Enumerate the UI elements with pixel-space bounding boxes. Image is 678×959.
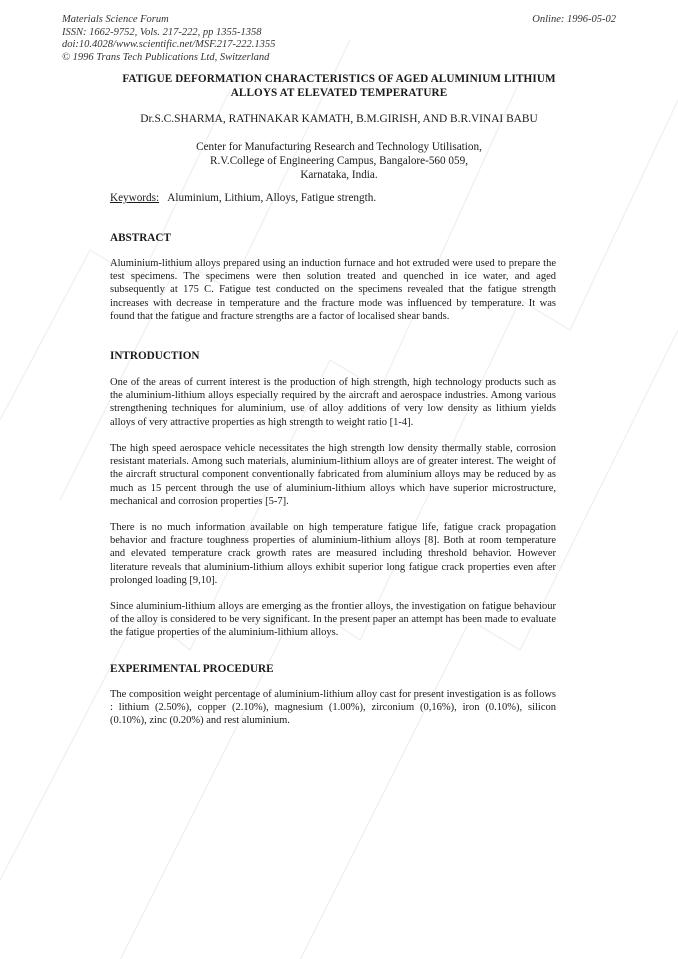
introduction-heading: INTRODUCTION xyxy=(110,350,200,362)
copyright-line: © 1996 Trans Tech Publications Ltd, Switzerland xyxy=(62,51,270,63)
title-line-1: FATIGUE DEFORMATION CHARACTERISTICS OF AGED ALUMINIUM LITHIUM xyxy=(122,73,556,85)
paper-title xyxy=(62,72,616,100)
keywords-text: Aluminium, Lithium, Alloys, Fatigue strength. xyxy=(167,192,377,204)
introduction-paragraph-1: One of the areas of current interest is the production of high strength, high technology products such as the aluminium-lithium alloys especially required by the aircraft and aerospace industries. Among various strengthening techniques for aluminium, use of alloy additions of very low density as lithium yields alloys of very attractive properties as high strength to weight ratio [1-4]. xyxy=(110,377,556,428)
keywords xyxy=(110,192,376,204)
issn-line: ISSN: 1662-9752, Vols. 217-222, pp 1355-1358 xyxy=(62,26,262,38)
author-list: Dr.S.C.SHARMA, RATHNAKAR KAMATH, B.M.GIRISH, AND B.R.VINAI BABU xyxy=(140,113,538,125)
experimental-paragraph-1: The composition weight percentage of aluminium-lithium alloy cast for present investigation is as follows : lithium (2.50%), copper (2.10%), magnesium (1.00%), zirconium (0,16%), iron (0.10%), silicon (0.10%), zinc (0.20%) and rest aluminium. xyxy=(110,689,556,727)
affiliation-line-1: Center for Manufacturing Research and Technology Utilisation, xyxy=(196,141,482,153)
introduction-paragraph-4: Since aluminium-lithium alloys are emerging as the frontier alloys, the investigation on fatigue behaviour of the alloy is considered to be very significant. In the present paper an attempt has been made to evaluate the fatigue properties of the aluminium-lithium alloys. xyxy=(110,601,556,639)
title-line-2: ALLOYS AT ELEVATED TEMPERATURE xyxy=(230,87,448,99)
doi-line[interactable]: doi:10.4028/www.scientific.net/MSF.217-222.1355 xyxy=(62,39,276,51)
publication-header xyxy=(62,14,275,64)
affiliation-line-2: R.V.College of Engineering Campus, Bangalore-560 059, xyxy=(210,155,468,167)
abstract-text: Aluminium-lithium alloys prepared using an induction furnace and hot extruded were used to prepare the test specimens. The specimens were then solution treated and quenched in ice water, and aged subsequently at 175 C. Fatigue test conducted on the specimens revealed that the fatigue strength increases with decrease in temperature and the fracture mode was influenced by temperature. It was found that the fatigue and fracture strengths are a factor of localised shear bands. xyxy=(110,258,556,322)
journal-name: Materials Science Forum xyxy=(62,14,169,25)
online-date: Online: 1996-05-02 xyxy=(532,14,616,25)
introduction-paragraph-3: There is no much information available on high temperature fatigue life, fatigue crack propagation behavior and fracture toughness properties of aluminium-lithium alloys [8]. Both at room temperature and elevated temperature crack growth rates are measured including threshold behavior. However literature reveals that aluminium-lithium alloys exhibit superior long fatigue crack properties even after prolonged loading [9,10]. xyxy=(110,522,556,586)
keywords-label: Keywords: xyxy=(110,192,160,204)
abstract-heading: ABSTRACT xyxy=(110,232,171,244)
experimental-heading: EXPERIMENTAL PROCEDURE xyxy=(110,663,274,675)
affiliation xyxy=(62,140,616,182)
introduction-paragraph-2: The high speed aerospace vehicle necessitates the high strength low density thermally stable, corrosion resistant materials. Among such materials, aluminium-lithium alloys are of greater interest. The weight of the aircraft structural component conventionally fabricated from aluminium alloys may be reduced by as much as 15 percent through the use of aluminium-lithium alloys which have superior microstructure, mechanical and corrosion properties [5-7]. xyxy=(110,443,556,507)
affiliation-line-3: Karnataka, India. xyxy=(300,169,378,181)
